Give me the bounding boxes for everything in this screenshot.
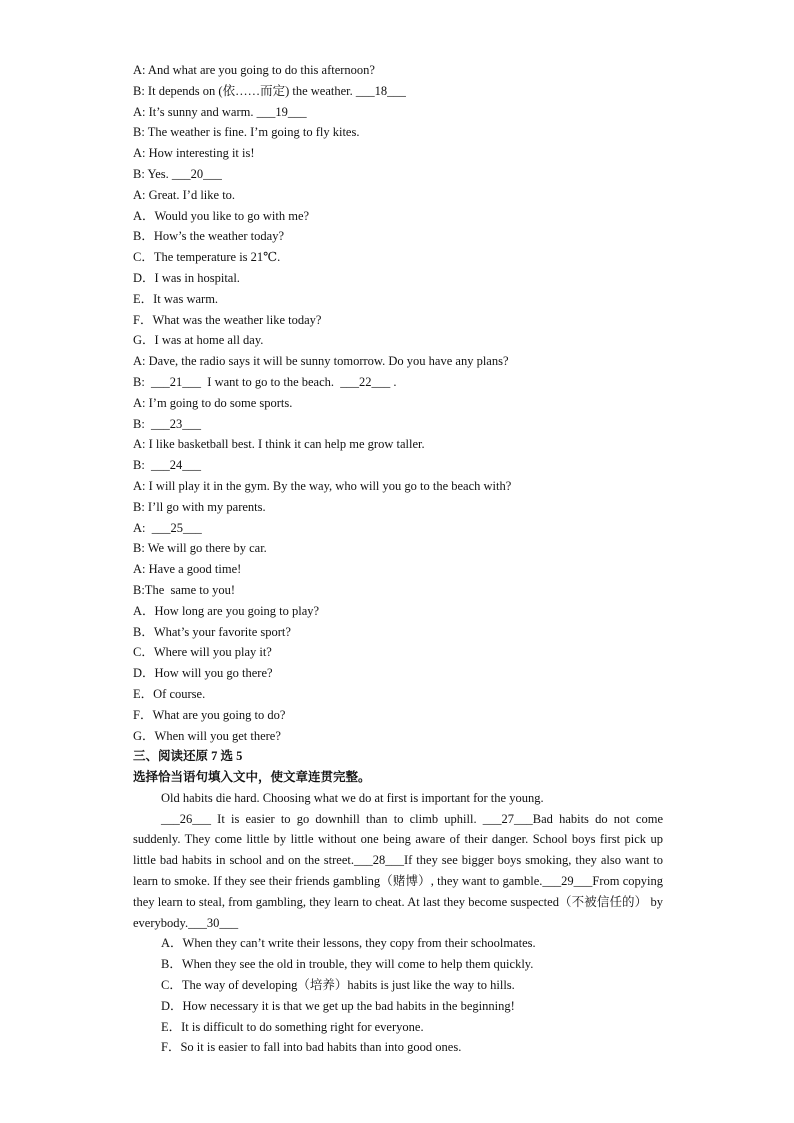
dialogue-2 bbox=[133, 351, 663, 601]
option-item: D．I was in hospital. bbox=[133, 270, 240, 285]
passage-paragraph bbox=[133, 809, 663, 934]
option-item: E．Of course. bbox=[133, 686, 206, 701]
option-item: E．It was warm. bbox=[133, 291, 219, 306]
dialogue-line: A: Have a good time! bbox=[133, 562, 242, 577]
option-item: B．When they see the old in trouble, they will come to help them quickly. bbox=[161, 957, 534, 972]
option-item: D．How necessary it is that we get up the bad habits in the beginning! bbox=[161, 998, 515, 1013]
dialogue-line: A: Great. I’d like to. bbox=[133, 187, 236, 202]
option-item: F．So it is easier to fall into bad habits than into good ones. bbox=[161, 1040, 462, 1055]
dialogue-line: B: The weather is fine. I’m going to fly kites. bbox=[133, 125, 360, 140]
document-page bbox=[133, 60, 663, 1058]
section-heading: 三、阅读还原 7 选 5 bbox=[133, 749, 243, 764]
dialogue-1 bbox=[133, 60, 663, 206]
option-item: F．What was the weather like today? bbox=[133, 312, 322, 327]
option-item: C．The temperature is 21℃. bbox=[133, 250, 281, 265]
dialogue-line: A: I like basketball best. I think it can help me grow taller. bbox=[133, 437, 425, 452]
options-2 bbox=[133, 601, 663, 747]
option-item: C．The way of developing（培养）habits is just like the way to hills. bbox=[161, 978, 515, 993]
dialogue-line: A: Dave, the radio says it will be sunny tomorrow. Do you have any plans? bbox=[133, 354, 509, 369]
dialogue-line: B: Yes. ___20___ bbox=[133, 166, 222, 181]
section-3 bbox=[133, 746, 663, 1058]
passage-options bbox=[133, 933, 663, 1058]
option-item: A．How long are you going to play? bbox=[133, 603, 320, 618]
dialogue-line: B: It depends on (依……而定) the weather. ___18___ bbox=[133, 83, 406, 98]
option-item: A．When they can’t write their lessons, they copy from their schoolmates. bbox=[161, 936, 536, 951]
dialogue-line: B: ___21___ I want to go to the beach. ___22___ . bbox=[133, 374, 397, 389]
dialogue-line: B: ___23___ bbox=[133, 416, 202, 431]
dialogue-line: B: ___24___ bbox=[133, 458, 202, 473]
dialogue-line: B: We will go there by car. bbox=[133, 541, 267, 556]
passage-body: ___26___ It is easier to go downhill than to climb uphill. ___27___Bad habits do not come suddenly. They come little by little without one being aware of their danger. School boys first pick up little bad habits in school and on the street.___28___If they see bigger boys smoking, they also want to learn to smoke. If they see their friends gambling（赌博）, they want to gamble.___29___From copying they learn to steal, from gambling, they learn to cheat. At last they become suspected（不被信任的） by everybody.___30___ bbox=[133, 811, 663, 930]
option-item: D．How will you go there? bbox=[133, 666, 273, 681]
dialogue-line: A: ___25___ bbox=[133, 520, 202, 535]
option-item: B．What’s your favorite sport? bbox=[133, 624, 291, 639]
dialogue-line: A: I will play it in the gym. By the way, who will you go to the beach with? bbox=[133, 478, 512, 493]
dialogue-line: A: I’m going to do some sports. bbox=[133, 395, 293, 410]
option-item: B．How’s the weather today? bbox=[133, 229, 285, 244]
dialogue-line: A: How interesting it is! bbox=[133, 146, 255, 161]
option-item: C．Where will you play it? bbox=[133, 645, 272, 660]
option-item: E．It is difficult to do something right for everyone. bbox=[161, 1019, 424, 1034]
passage-first-line: Old habits die hard. Choosing what we do at first is important for the young. bbox=[161, 790, 544, 805]
option-item: G．When will you get there? bbox=[133, 728, 281, 743]
option-item: G．I was at home all day. bbox=[133, 333, 264, 348]
dialogue-line: A: It’s sunny and warm. ___19___ bbox=[133, 104, 307, 119]
option-item: F．What are you going to do? bbox=[133, 707, 286, 722]
dialogue-line: B: I’ll go with my parents. bbox=[133, 499, 266, 514]
options-1 bbox=[133, 206, 663, 352]
dialogue-line: B:The same to you! bbox=[133, 582, 236, 597]
option-item: A．Would you like to go with me? bbox=[133, 208, 310, 223]
section-instruction: 选择恰当语句填入文中，使文章连贯完整。 bbox=[133, 770, 371, 785]
dialogue-line: A: And what are you going to do this afternoon? bbox=[133, 63, 375, 77]
